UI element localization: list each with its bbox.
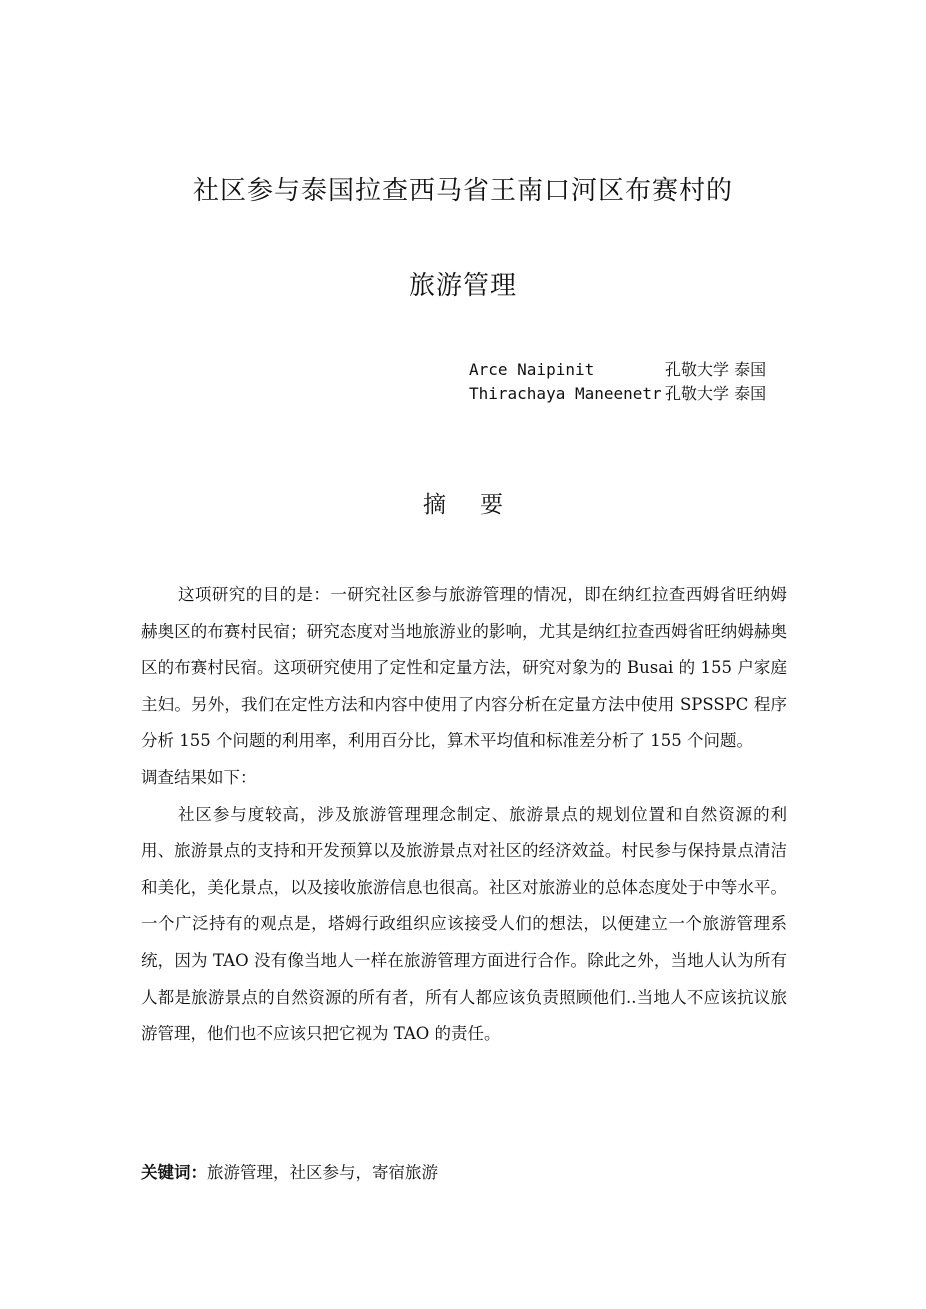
abstract-paragraph-2: 社区参与度较高，涉及旅游管理理念制定、旅游景点的规划位置和自然资源的利用、旅游景点的支持和开发预算以及旅游景点对社区的经济效益。村民参与保持景点清洁和美化，美化景点，以及接收旅游信息也很高。社区对旅游业的总体态度处于中等水平。一个广泛持有的观点是，塔姆行政组织应该接受人们的想法，以便建立一个旅游管理系统，因为 TAO 没有像当地人一样在旅游管理方面进行合作。除此之外，当地人认为所有人都是旅游景点的自然资源的所有者，所有人都应该负责照顾他们..当地人不应该抗议旅游管理，他们也不应该只把它视为 TAO 的责任。	[141, 804, 787, 1044]
author-affiliation: 孔敬大学 泰国	[665, 384, 767, 403]
paper-title-line-1: 社区参与泰国拉查西马省王南口河区布赛村的	[192, 176, 733, 206]
author-name: Thirachaya Maneenetr	[469, 384, 662, 403]
paper-title-line-2: 旅游管理	[408, 271, 517, 301]
results-intro: 调查结果如下：	[141, 767, 257, 787]
author-affiliation: 孔敬大学 泰国	[665, 360, 767, 379]
author-name: Arce Naipinit	[469, 360, 595, 379]
author-row	[469, 358, 766, 382]
author-row	[469, 382, 766, 406]
abstract-body	[141, 577, 787, 1053]
keywords-value: 旅游管理，社区参与，寄宿旅游	[207, 1163, 438, 1182]
abstract-heading: 摘要	[423, 492, 537, 518]
keywords-line	[141, 1158, 438, 1188]
keywords-label: 关键词：	[141, 1163, 207, 1182]
author-block	[469, 358, 766, 406]
abstract-paragraph-1: 这项研究的目的是：一研究社区参与旅游管理的情况，即在纳红拉查西姆省旺纳姆赫奥区的布赛村民宿；研究态度对当地旅游业的影响，尤其是纳红拉查西姆省旺纳姆赫奥区的布赛村民宿。这项研究使用了定性和定量方法，研究对象为的 Busai 的 155 户家庭主妇。另外，我们在定性方法和内容中使用了内容分析在定量方法中使用 SPSSPC 程序分析 155 个问题的利用率，利用百分比，算术平均值和标准差分析了 155 个问题。	[141, 585, 787, 751]
